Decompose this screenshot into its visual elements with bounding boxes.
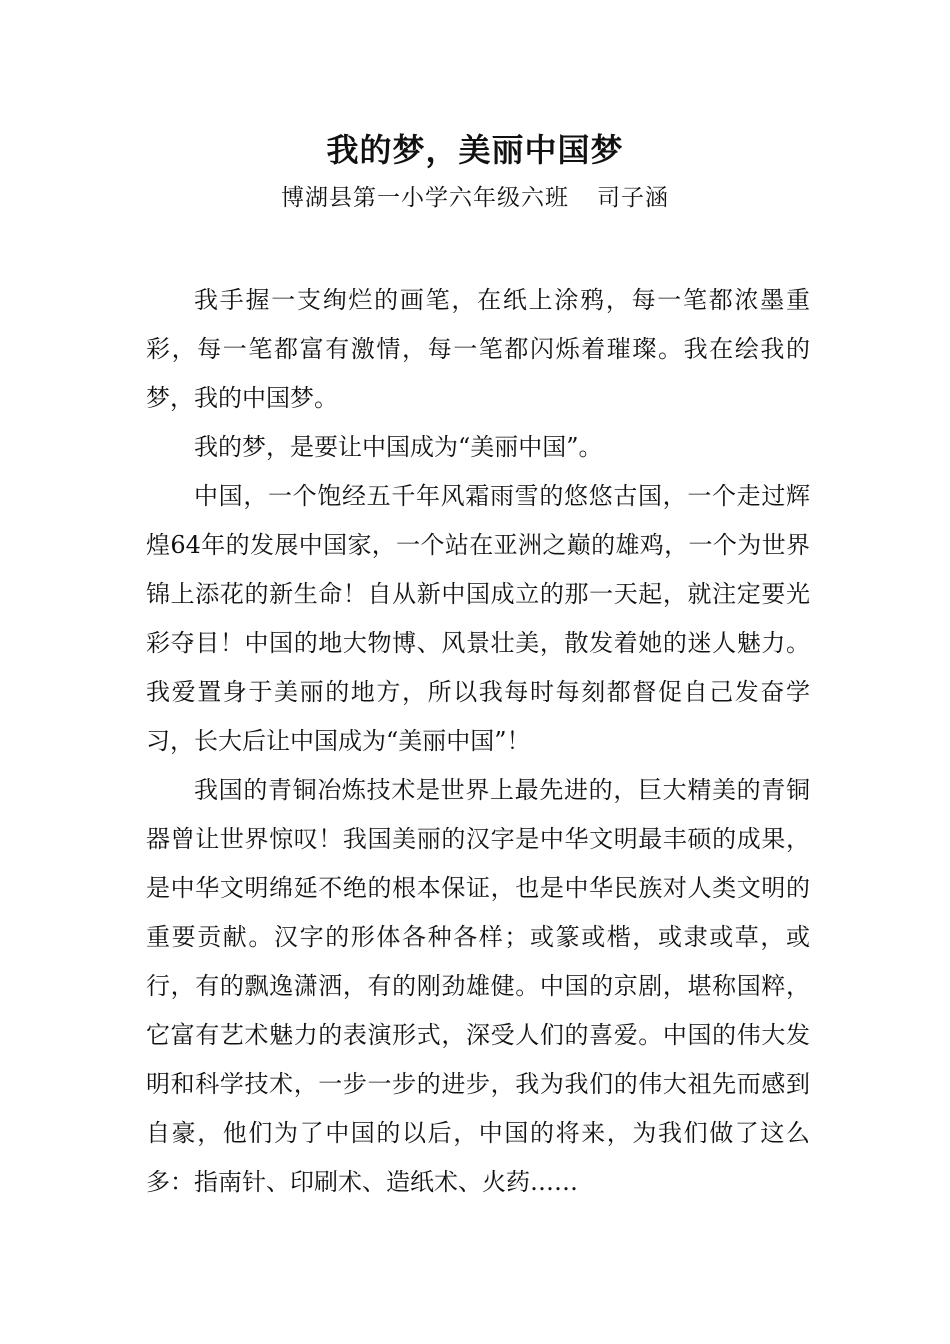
paragraph-2: 我的梦，是要让中国成为“美丽中国”。 [194,433,603,461]
author-school: 博湖县第一小学六年级六班 [281,185,569,211]
paragraph-3: 中国，一个饱经五千年风霜雨雪的悠悠古国，一个走过辉煌64年的发展中国家，一个站在亚洲之巅的雄鸡，一个为世界锦上添花的新生命！自从新中国成立的那一天起，就注定要光彩夺目！中国的地大物博、风景壮美，散发着她的迷人魅力。我爱置身于美丽的地方，所以我每时每刻都督促自己发奋学习，长大后让中国成为“美丽中国”！ [146,482,810,755]
paragraph-4: 我国的青铜冶炼技术是世界上最先进的，巨大精美的青铜器曾让世界惊叹！我国美丽的汉字是中华文明最丰硕的成果，是中华文明绵延不绝的根本保证，也是中华民族对人类文明的重要贡献。汉字的形体各种各样；或篆或楷，或隶或草，或行，有的飘逸潇洒，有的刚劲雄健。中国的京剧，堪称国粹，它富有艺术魅力的表演形式，深受人们的喜爱。中国的伟大发明和科学技术，一步一步的进步，我为我们的伟大祖先而感到自豪，他们为了中国的以后，中国的将来，为我们做了这么多：指南针、印刷术、造纸术、火药…… [146,776,810,1196]
author-line [0,180,950,216]
paragraph-1: 我手握一支绚烂的画笔，在纸上涂鸦，每一笔都浓墨重彩，每一笔都富有激情，每一笔都闪烁着璀璨。我在绘我的梦，我的中国梦。 [146,286,810,412]
essay-body [146,276,810,1207]
page-title: 我的梦，美丽中国梦 [326,131,624,169]
author-name: 司子涵 [597,185,669,211]
